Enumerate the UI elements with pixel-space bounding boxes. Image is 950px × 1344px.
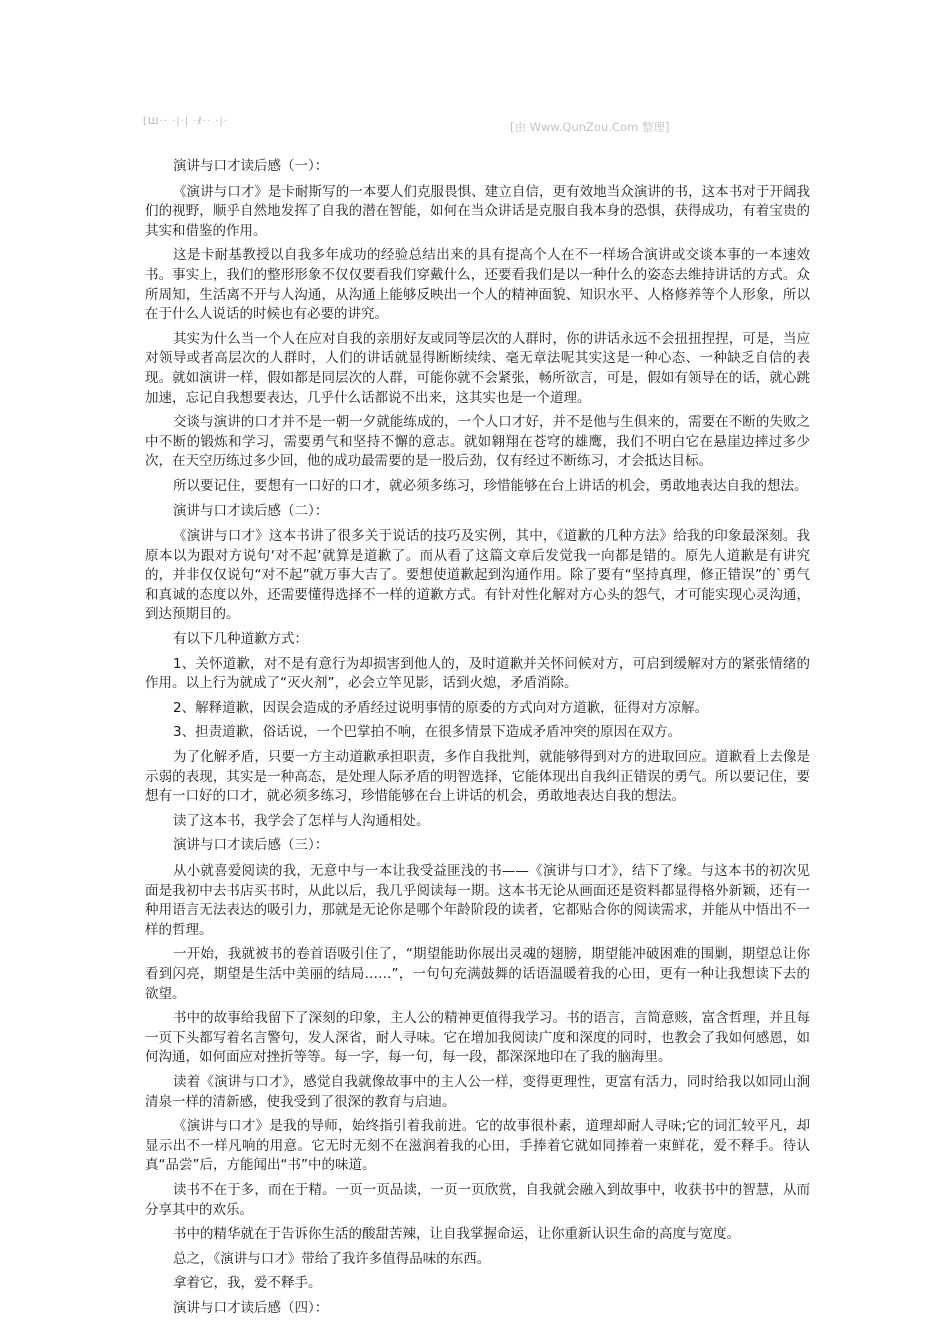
paragraph: 有以下几种道歉方式： — [173, 631, 308, 648]
header-source-note: [由 Www.QunZou.Com 整理] — [510, 120, 670, 134]
paragraph: 为了化解矛盾，只要一方主动道歉承担职责，多作自我批判，就能够得到对方的进取回应。道歉看上去像是示弱的表现，其实是一种高态，是处理人际矛盾的明智选择，它能体现出自我纠正错误的勇气。所以要记住，要想有一口好的口才，就必须多练习，珍惜能够在台上讲话的机会，勇敢地表达自我的想法。 — [145, 749, 810, 805]
list-item: 3、担责道歉，俗话说，一个巴掌拍不响，在很多情景下造成矛盾冲突的原因在双方。 — [173, 724, 682, 741]
article-body — [145, 157, 810, 1324]
paragraph: 所以要记住，要想有一口好的口才，就必须多练习，珍惜能够在台上讲话的机会，勇敢地表达自我的想法。 — [173, 477, 808, 494]
paragraph: 一开始，我就被书的卷首语吸引住了，“期望能助你展出灵魂的翅膀，期望能冲破困难的围剿，期望总让你看到闪亮，期望是生活中美丽的结局……”，一句句充满鼓舞的话语温暖着我的心田，更有一种让我想读下去的欲望。 — [145, 946, 810, 1002]
paragraph: 读书不在于多，而在于精。一页一页品读，一页一页欣赏，自我就会融入到故事中，收获书中的智慧，从而分享其中的欢乐。 — [145, 1181, 810, 1218]
list-item: 2、解释道歉，因误会造成的矛盾经过说明事情的原委的方式向对方道歉，征得对方凉解。 — [173, 699, 709, 716]
section-heading-4: 演讲与口才读后感（四）： — [173, 1299, 329, 1316]
list-item: 1、关怀道歉，对不是有意行为却损害到他人的，及时道歉并关怀问候对方，可启到缓解对方的紧张情绪的作用。以上行为就成了“灭火剂”，必会立竿见影，话到火熄，矛盾消除。 — [145, 655, 810, 692]
paragraph: 《演讲与口才》是卡耐斯写的一本要人们克服畏惧、建立自信，更有效地当众演讲的书，这本书对于开阔我们的视野，顺乎自然地发挥了自我的潜在智能，如何在当众讲话是克服自我本身的恐惧，获得成功，有着宝贵的其实和借鉴的作用。 — [145, 183, 810, 239]
paragraph: 书中的故事给我留下了深刻的印象，主人公的精神更值得我学习。书的语言，言简意赅，富含哲理，并且每一页下头都写着名言警句，发人深省，耐人寻味。它在增加我阅读广度和深度的同时，也教会了我如何感恩，如何沟通，如何面应对挫折等等。每一字，每一句，每一段，都深深地印在了我的脑海里。 — [145, 1010, 810, 1066]
paragraph: 从小就喜爱阅读的我，无意中与一本让我受益匪浅的书——《演讲与口才》，结下了缘。与这本书的初次见面是我初中去书店买书时，从此以后，我几乎阅读每一期。这本书无论从画面还是资料都显得格外新颖，还有一种用语言无法表达的吸引力，那就是无论你是哪个年龄阶段的读者，它都贴合你的阅读需求，并能从中悟出不一样的哲理。 — [145, 863, 810, 938]
section-heading-1: 演讲与口才读后感（一）： — [173, 158, 329, 174]
paragraph: 读着《演讲与口才》，感觉自我就像故事中的主人公一样，变得更理性，更富有活力，同时给我以如同山涧清泉一样的清新感，使我受到了很深的教育与启迪。 — [145, 1073, 810, 1110]
paragraph: 拿着它，我，爱不释手。 — [173, 1275, 322, 1292]
paragraph: 读了这本书，我学会了怎样与人沟通相处。 — [173, 812, 430, 829]
paragraph: 这是卡耐基教授以自我多年成功的经验总结出来的具有提高个人在不一样场合演讲或交谈本事的一本速效书。事实上，我们的整形形象不仅仅要看我们穿戴什么，还要看我们是以一种什么的姿态去维持讲话的方式。众所周知，生活离不开与人沟通，从沟通上能够反映出一个人的精神面貌、知识水平、人格修养等个人形象，所以在于什么人说话的时候也有必要的讲究。 — [145, 247, 810, 323]
paragraph: 书中的精华就在于告诉你生活的酸甜苦辣，让自我掌握命运，让你重新认识生命的高度与宽度。 — [173, 1226, 740, 1243]
paragraph: 总之，《演讲与口才》带给了我许多值得品味的东西。 — [173, 1250, 491, 1267]
section-heading-3: 演讲与口才读后感（三）： — [173, 837, 329, 854]
section-heading-2: 演讲与口才读后感（二）： — [173, 502, 329, 519]
paragraph: 《演讲与口才》是我的导师，始终指引着我前进。它的故事很朴素，道理却耐人寻味;它的词汇较平凡，却显示出不一样凡响的用意。它无时无刻不在滋润着我的心田，手捧着它就如同捧着一束鲜花，爱不释手。待认真“品尝”后，方能闻出“书”中的味道。 — [145, 1118, 810, 1174]
paragraph: 交谈与演讲的口才并不是一朝一夕就能练成的，一个人口才好，并不是他与生俱来的，需要在不断的失败之中不断的锻炼和学习，需要勇气和坚持不懈的意志。就如翱翔在苍穹的雄鹰，我们不明白它在悬崖边摔过多少次，在天空历练过多少回，他的成功最需要的是一股后劲，仅有经过不断练习，才会抵达目标。 — [145, 414, 810, 470]
paragraph: 其实为什么当一个人在应对自我的亲朋好友或同等层次的人群时，你的讲话永远不会扭扭捏捏，可是，当应对领导或者高层次的人群时，人们的讲话就显得断断续续、毫无章法呢其实这是一种心态、一种缺乏自信的表现。就如演讲一样，假如都是同层次的人群，可能你就不会紧张，畅所欲言，可是，假如有领导在的话，就心跳加速，忘记自我想要表达，几乎什么话都说不出来，这其实也是一个道理。 — [145, 330, 810, 406]
header-faint-text: [Ш·· ·|·| ·ℓ·· ·|· — [143, 116, 228, 127]
paragraph: 《演讲与口才》这本书讲了很多关于说话的技巧及实例，其中，《道歉的几种方法》给我的印象最深刻。我原本以为跟对方说句‘对不起’就算是道歉了。而从看了这篇文章后发觉我一向都是错的。原先人道歉是有讲究的，并非仅仅说句“对不起”就万事大吉了。要想使道歉起到沟通作用。除了要有“坚持真理，修正错误”的`勇气和真诚的态度以外，还需要懂得选择不一样的道歉方式。有针对性化解对方心头的怨气，才可能实现心灵沟通，到达预期目的。 — [145, 528, 810, 623]
